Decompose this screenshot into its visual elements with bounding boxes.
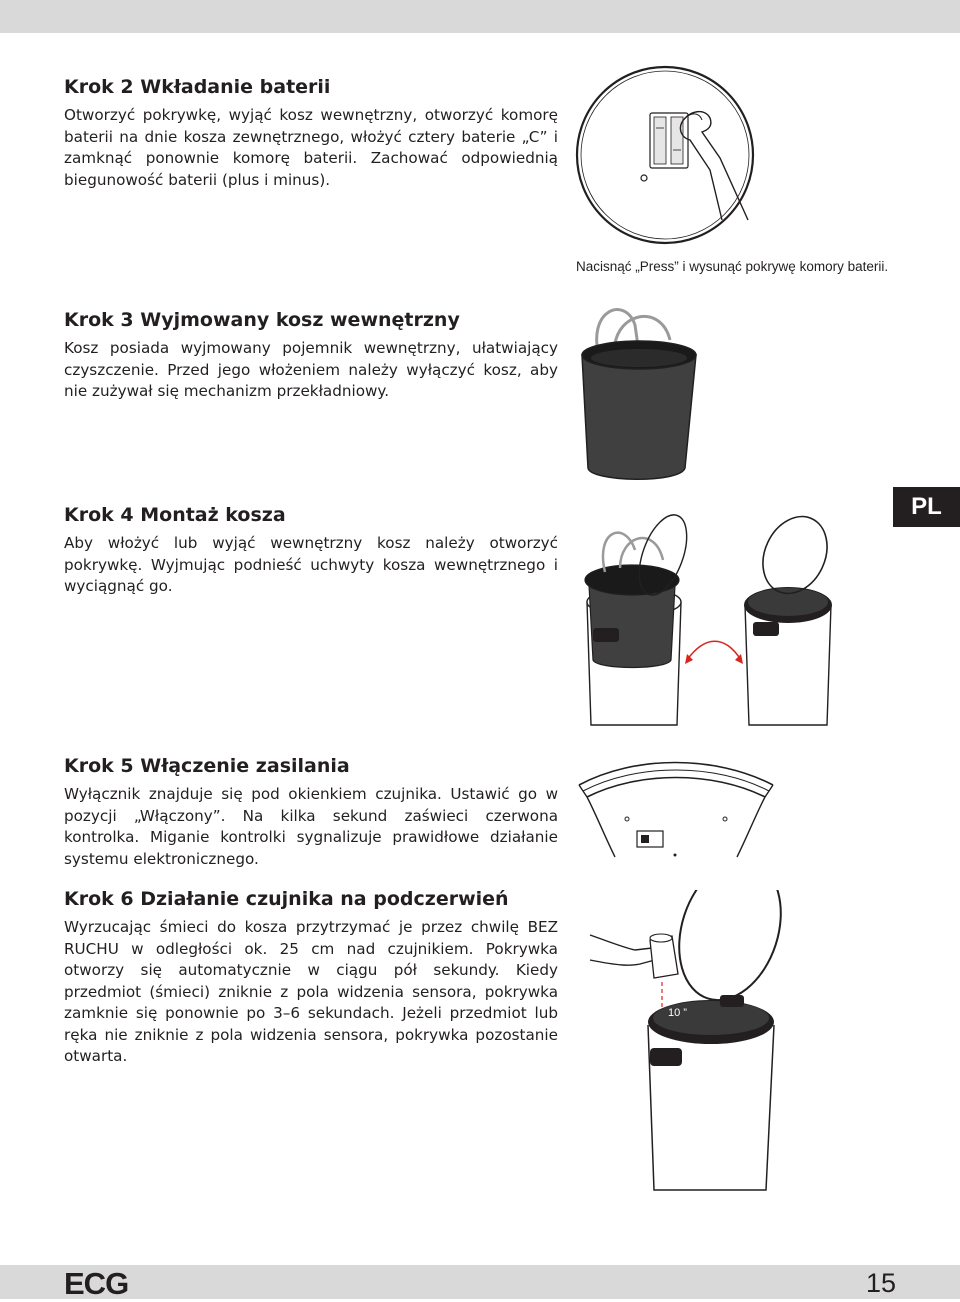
hand-sensor-illustration [580,890,790,1200]
step-4-section [64,503,558,598]
step-6-text: Wyrzucając śmieci do kosza przytrzymać je przez chwilę BEZ RUCHU w odległości ok. 25 cm nad czujnikiem. Pokrywka otworzy się automatycznie w ciągu pół sekundy. Kiedy przedmiot (śmieci) zniknie z pola widzenia sensora, pokrywka zamknie się ponownie po 3–6 sekundach. Jeżeli przedmiot lub ręka nie zniknie z pola widzenia sensora, pokrywka pozostanie otwarta. [64,918,558,1065]
footer-bar [0,1265,960,1299]
header-bar [0,0,960,33]
step-6-section [64,887,558,1068]
step-5-text: Wyłącznik znajduje się pod okienkiem czujnika. Ustawić go w pozycji „Włączony”. Na kilka sekund zaświeci czerwona kontrolka. Miganie kontrolki sygnalizuje prawidłowe działanie systemu elektronicznego. [64,785,558,868]
step-4-title: Krok 4 Montaż kosza [64,504,286,526]
inner-bin-illustration [570,300,710,490]
sensor-switch-illustration [575,757,780,867]
language-tab: PL [893,487,960,527]
distance-label: 10 ” [668,1007,687,1019]
step-3-text: Kosz posiada wyjmowany pojemnik wewnętrzny, ułatwiający czyszczenie. Przed jego włożeniem należy wyłączyć kosz, aby nie zużywał się mechanizm przekładniowy. [64,339,558,400]
brand-logo: ECG [64,1266,129,1301]
step-3-title: Krok 3 Wyjmowany kosz wewnętrzny [64,309,460,331]
step-2-section [64,75,558,191]
step-2-text: Otworzyć pokrywkę, wyjąć kosz wewnętrzny, otworzyć komorę baterii na dnie kosza zewnętrznego, włożyć cztery baterie „C” i zamknąć ponownie komorę baterii. Zachować odpowiednią biegunowość baterii (plus i minus). [64,106,558,189]
step-2-title: Krok 2 Wkładanie baterii [64,76,331,98]
battery-compartment-illustration [570,60,770,250]
battery-caption: Nacisnąć „Press” i wysunąć pokrywę komory baterii. [576,259,889,274]
step-3-section [64,308,558,403]
step-4-text: Aby włożyć lub wyjąć wewnętrzny kosz należy otworzyć pokrywkę. Wyjmując podnieść uchwyty kosza wewnętrznego i wyciągnąć go. [64,534,558,595]
page-number: 15 [866,1268,897,1298]
bin-assembly-illustration [575,510,865,740]
step-5-section [64,754,558,870]
step-6-title: Krok 6 Działanie czujnika na podczerwień [64,888,509,910]
step-5-title: Krok 5 Włączenie zasilania [64,755,350,777]
